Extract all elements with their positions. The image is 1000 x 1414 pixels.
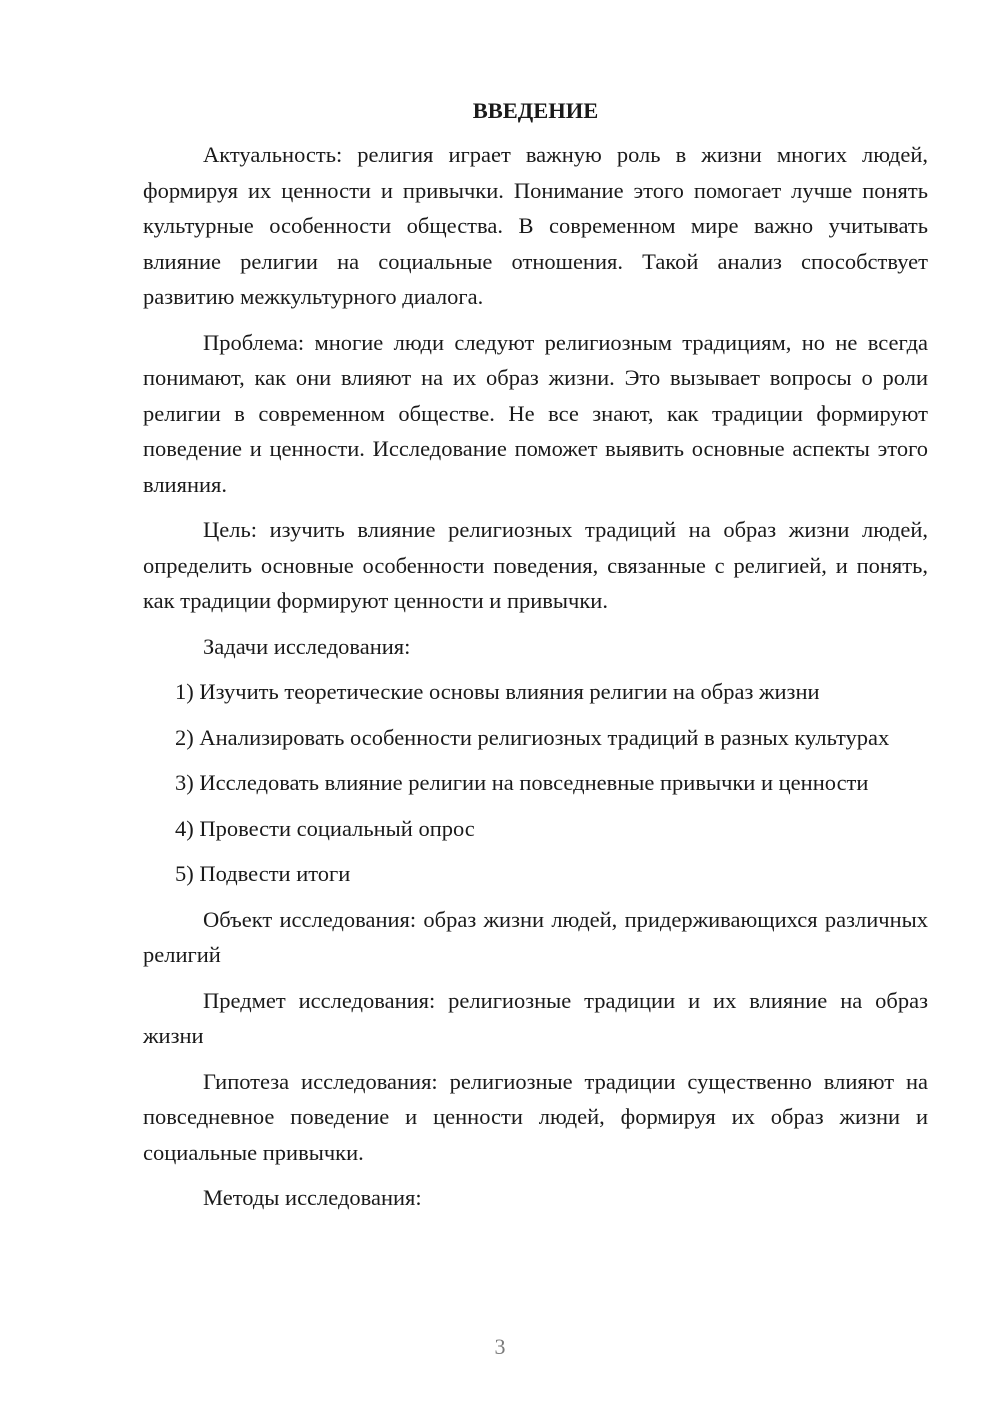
task-item-1: 1) Изучить теоретические основы влияния религии на образ жизни bbox=[175, 679, 820, 704]
page-title: ВВЕДЕНИЕ bbox=[472, 98, 599, 123]
task-item-5: 5) Подвести итоги bbox=[175, 861, 351, 886]
methods-title: Методы исследования: bbox=[203, 1185, 422, 1210]
task-item-3: 3) Исследовать влияние религии на повседневные привычки и ценности bbox=[175, 770, 869, 795]
page-content bbox=[143, 95, 928, 1226]
task-item-2: 2) Анализировать особенности религиозных традиций в разных культурах bbox=[175, 724, 890, 750]
tasks-title: Задачи исследования: bbox=[203, 633, 411, 659]
task-item-4: 4) Провести социальный опрос bbox=[175, 815, 475, 841]
paragraph-goal: Цель: изучить влияние религиозных традиций на образ жизни людей, определить основные особенности поведения, связанные с религией, и понять, как традиции формируют ценности и привычки. bbox=[143, 517, 928, 613]
paragraph-subject: Предмет исследования: религиозные традиции и их влияние на образ жизни bbox=[143, 987, 928, 1048]
paragraph-object: Объект исследования: образ жизни людей, придерживающихся различных религий bbox=[143, 906, 928, 967]
page-number: 3 bbox=[494, 1334, 506, 1359]
paragraph-problem: Проблема: многие люди следуют религиозным традициям, но не всегда понимают, как они влияют на их образ жизни. Это вызывает вопросы о роли религии в современном обществе. Не все знают, как традиции формируют поведение и ценности. Исследование поможет выявить основные аспекты этого влияния. bbox=[143, 329, 928, 497]
paragraph-relevance: Актуальность: религия играет важную роль в жизни многих людей, формируя их ценности и привычки. Понимание этого помогает лучше понять культурные особенности общества. В современном мире важно учитывать влияние религии на социальные отношения. Такой анализ способствует развитию межкультурного диалога. bbox=[143, 142, 928, 309]
paragraph-hypothesis: Гипотеза исследования: религиозные традиции существенно влияют на повседневное поведение и ценности людей, формируя их образ жизни и социальные привычки. bbox=[143, 1068, 928, 1165]
